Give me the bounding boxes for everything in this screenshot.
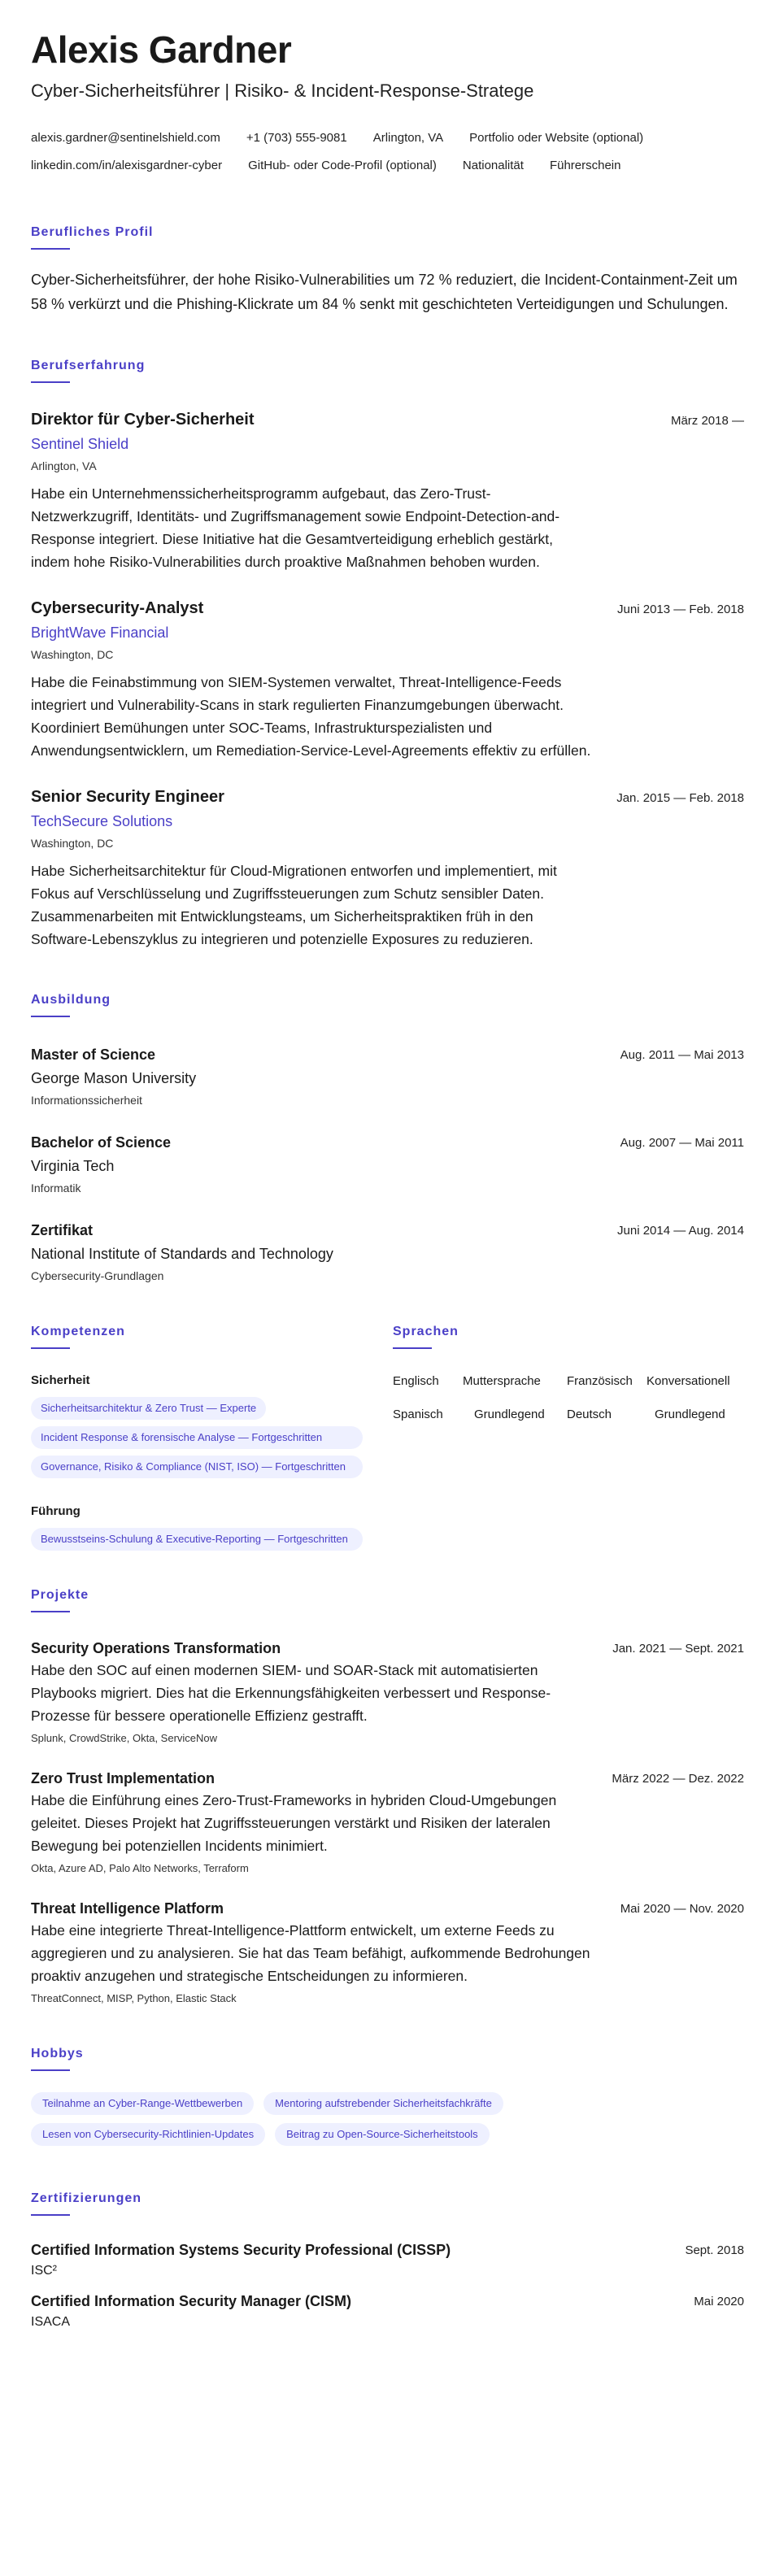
skills-section xyxy=(31,1325,393,1557)
skill-chip: Sicherheitsarchitektur & Zero Trust — Experte xyxy=(31,1397,266,1420)
language-name: Englisch xyxy=(393,1373,439,1388)
contact-license: Führerschein xyxy=(549,158,621,172)
education-item xyxy=(31,1046,744,1107)
section-divider xyxy=(393,1347,432,1349)
hobby-chip-list xyxy=(31,2092,744,2154)
cert-issuer: ISC² xyxy=(31,2263,57,2278)
project-tech: Okta, Azure AD, Palo Alto Networks, Terraform xyxy=(31,1861,249,1874)
education-item xyxy=(31,1134,744,1194)
profile-section xyxy=(31,225,744,316)
contact-row-secondary xyxy=(31,152,744,180)
job-description: Habe Sicherheitsarchitektur für Cloud-Migrationen entworfen und implementiert, mit Fokus auf Verschlüsselung und Zugriffssteuerungen zum Schutz sensibler Daten. Zusammenarbeiten mit Entwicklungsteams, um Sicherheitspraktiken früh in den Software-Lebenszyklus zu integrieren und potenzielle Exposures zu reduzieren. xyxy=(31,862,557,947)
resume-header xyxy=(31,29,744,180)
section-title-projects: Projekte xyxy=(31,1587,89,1602)
project-tech: ThreatConnect, MISP, Python, Elastic Stack xyxy=(31,1991,237,2004)
project-date: März 2022 — Dez. 2022 xyxy=(612,1771,744,1786)
skills-languages-row xyxy=(31,1325,744,1557)
job-title: Senior Security Engineer xyxy=(31,787,224,806)
hobby-chip: Lesen von Cybersecurity-Richtlinien-Updates xyxy=(31,2123,265,2146)
edu-degree: Master of Science xyxy=(31,1046,156,1063)
language-level: Konversationell xyxy=(647,1373,730,1388)
job-location: Arlington, VA xyxy=(31,459,97,472)
job-date: März 2018 — xyxy=(670,413,744,428)
job-title: Cybersecurity-Analyst xyxy=(31,598,204,617)
edu-field: Informatik xyxy=(31,1181,81,1194)
job-title: Direktor für Cyber-Sicherheit xyxy=(31,410,255,429)
languages-table xyxy=(393,1372,744,1425)
project-description: Habe den SOC auf einen modernen SIEM- und SOAR-Stack mit automatisierten Playbooks migriert. Dies hat die Erkennungsfähigkeiten verbessert und Response-Prozesse für bessere operationelle Effizienz gestrafft. xyxy=(31,1661,551,1724)
contact-portfolio[interactable]: Portfolio oder Website (optional) xyxy=(469,130,644,145)
language-name: Deutsch xyxy=(567,1407,612,1421)
project-description: Habe die Einführung eines Zero-Trust-Frameworks in hybriden Cloud-Umgebungen geleitet. Dieses Projekt hat Zugriffssteuerungen verstärkt und Risiken der lateralen Bewegung bei potenziellen Incidents minimiert. xyxy=(31,1791,557,1854)
edu-degree: Zertifikat xyxy=(31,1221,94,1238)
language-name: Spanisch xyxy=(393,1407,443,1421)
language-level: Muttersprache xyxy=(463,1373,541,1388)
job-date: Juni 2013 — Feb. 2018 xyxy=(617,602,744,616)
contact-email[interactable]: alexis.gardner@sentinelshield.com xyxy=(31,130,220,145)
section-divider xyxy=(31,2214,70,2216)
hobby-chip: Teilnahme an Cyber-Range-Wettbewerben xyxy=(31,2092,254,2115)
language-name: Französisch xyxy=(567,1373,633,1388)
edu-school: National Institute of Standards and Technology xyxy=(31,1245,333,1262)
project-description: Habe eine integrierte Threat-Intelligence-Plattform entwickelt, um externe Feeds zu aggregieren und zu analysieren. Sie hat das Team befähigt, aufkommende Bedrohungen proaktiv anzugehen und strategische Entscheidungen zu informieren. xyxy=(31,1921,590,1984)
section-title-profile: Berufliches Profil xyxy=(31,224,154,239)
edu-date: Juni 2014 — Aug. 2014 xyxy=(617,1223,744,1238)
edu-school: Virginia Tech xyxy=(31,1157,115,1174)
section-title-skills: Kompetenzen xyxy=(31,1324,125,1338)
contact-nationality: Nationalität xyxy=(462,158,524,172)
contact-location: Arlington, VA xyxy=(372,130,444,145)
skill-chip-list xyxy=(31,1397,393,1485)
cert-date: Mai 2020 xyxy=(694,2294,744,2308)
job-location: Washington, DC xyxy=(31,836,114,850)
hobby-chip: Beitrag zu Open-Source-Sicherheitstools xyxy=(275,2123,490,2146)
cert-issuer: ISACA xyxy=(31,2314,71,2329)
project-title: Zero Trust Implementation xyxy=(31,1769,216,1786)
contact-row-primary xyxy=(31,124,744,152)
edu-degree: Bachelor of Science xyxy=(31,1134,172,1151)
languages-section xyxy=(393,1325,744,1557)
skill-chip-list xyxy=(31,1528,393,1557)
cert-date: Sept. 2018 xyxy=(685,2243,744,2257)
project-item xyxy=(31,1770,744,1874)
skill-chip: Incident Response & forensische Analyse — Fortgeschritten xyxy=(31,1426,363,1449)
skill-chip: Bewusstseins-Schulung & Executive-Reporting — Fortgeschritten xyxy=(31,1528,363,1551)
section-title-hobbies: Hobbys xyxy=(31,2046,84,2060)
certification-item xyxy=(31,2242,744,2278)
section-divider xyxy=(31,2069,70,2071)
project-date: Jan. 2021 — Sept. 2021 xyxy=(612,1641,744,1656)
project-title: Security Operations Transformation xyxy=(31,1639,281,1656)
experience-item xyxy=(31,788,744,951)
edu-date: Aug. 2011 — Mai 2013 xyxy=(620,1047,744,1062)
candidate-name: Alexis Gardner xyxy=(31,28,292,71)
language-level: Grundlegend xyxy=(655,1407,725,1421)
project-date: Mai 2020 — Nov. 2020 xyxy=(620,1901,744,1916)
edu-field: Informationssicherheit xyxy=(31,1093,142,1107)
language-level: Grundlegend xyxy=(474,1407,545,1421)
hobbies-section xyxy=(31,2047,744,2154)
job-company: BrightWave Financial xyxy=(31,624,169,641)
contact-phone[interactable]: +1 (703) 555-9081 xyxy=(246,130,347,145)
skill-category: Führung xyxy=(31,1503,81,1518)
project-title: Threat Intelligence Platform xyxy=(31,1899,224,1917)
education-item xyxy=(31,1222,744,1282)
job-description: Habe ein Unternehmenssicherheitsprogramm aufgebaut, das Zero-Trust-Netzwerkzugriff, Identitäts- und Zugriffsmanagement sowie Endpoint-Detection-and-Response integriert. Diese Initiative hat die Gesamtverteidigung erheblich gestärkt, indem hohe Risiko-Vulnerabilities durch proaktive Maßnahmen behoben wurden. xyxy=(31,485,560,570)
profile-summary: Cyber-Sicherheitsführer, der hohe Risiko-Vulnerabilities um 72 % reduziert, die Incident-Containment-Zeit um 58 % verkürzt und die Phishing-Klickrate um 84 % senkt mit geschichteten Verteidigungen und Schulungen. xyxy=(31,271,738,312)
projects-section xyxy=(31,1588,744,2004)
candidate-headline: Cyber-Sicherheitsführer | Risiko- & Incident-Response-Stratege xyxy=(31,80,534,101)
contact-github[interactable]: GitHub- oder Code-Profil (optional) xyxy=(248,158,437,172)
job-company: TechSecure Solutions xyxy=(31,812,173,829)
project-tech: Splunk, CrowdStrike, Okta, ServiceNow xyxy=(31,1731,218,1744)
section-divider xyxy=(31,248,70,250)
section-title-experience: Berufserfahrung xyxy=(31,358,146,372)
project-item xyxy=(31,1640,744,1744)
section-divider xyxy=(31,1016,70,1017)
section-divider xyxy=(31,1611,70,1612)
job-location: Washington, DC xyxy=(31,647,114,661)
hobby-chip: Mentoring aufstrebender Sicherheitsfachkräfte xyxy=(263,2092,503,2115)
certification-item xyxy=(31,2293,744,2330)
section-title-languages: Sprachen xyxy=(393,1324,459,1338)
experience-section xyxy=(31,359,744,951)
job-company: Sentinel Shield xyxy=(31,435,129,452)
edu-field: Cybersecurity-Grundlagen xyxy=(31,1268,164,1282)
experience-item xyxy=(31,599,744,762)
job-date: Jan. 2015 — Feb. 2018 xyxy=(616,790,744,805)
certifications-section xyxy=(31,2191,744,2330)
section-title-education: Ausbildung xyxy=(31,992,111,1007)
language-row xyxy=(393,1405,744,1425)
cert-name: Certified Information Security Manager (CISM) xyxy=(31,2292,352,2309)
project-item xyxy=(31,1900,744,2004)
experience-item xyxy=(31,411,744,573)
section-divider xyxy=(31,381,70,383)
cert-name: Certified Information Systems Security Professional (CISSP) xyxy=(31,2241,451,2258)
section-divider xyxy=(31,1347,70,1349)
education-section xyxy=(31,993,744,1282)
contact-linkedin[interactable]: linkedin.com/in/alexisgardner-cyber xyxy=(31,158,223,172)
section-title-certifications: Zertifizierungen xyxy=(31,2191,142,2205)
edu-date: Aug. 2007 — Mai 2011 xyxy=(620,1135,744,1150)
language-row xyxy=(393,1372,744,1391)
skill-chip: Governance, Risiko & Compliance (NIST, ISO) — Fortgeschritten xyxy=(31,1456,363,1478)
job-description: Habe die Feinabstimmung von SIEM-Systemen verwaltet, Threat-Intelligence-Feeds integriert und Vulnerability-Scans in stark regulierten Finanzumgebungen überwacht. Koordiniert Bemühungen unter SOC-Teams, Infrastrukturspezialisten und Anwendungsentwicklern, um Remediation-Service-Level-Agreements effektiv zu erfüllen. xyxy=(31,673,591,759)
edu-school: George Mason University xyxy=(31,1069,197,1086)
skill-category: Sicherheit xyxy=(31,1373,90,1387)
